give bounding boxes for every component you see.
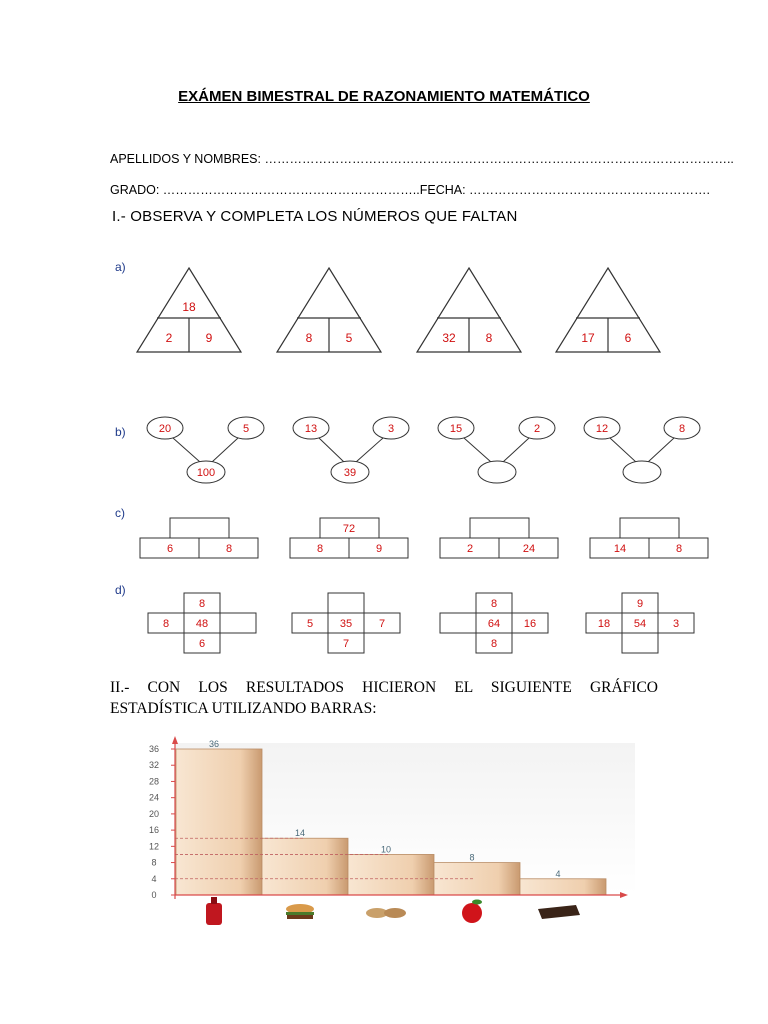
- cross-right-value: 16: [523, 618, 537, 630]
- triangle-left-value: 8: [305, 331, 313, 345]
- cross-left-value: 8: [162, 618, 170, 630]
- bar-data-label: 36: [208, 739, 220, 749]
- cross-bottom-box: [622, 633, 658, 653]
- cross-left-box: [440, 613, 476, 633]
- apple-icon: [462, 903, 482, 923]
- bar-data-label: 14: [294, 828, 306, 839]
- cross-center-value: 54: [633, 618, 647, 630]
- pyramid-right-value: 8: [225, 543, 233, 555]
- label-d: d): [115, 583, 126, 597]
- pyramid-left-value: 14: [613, 543, 627, 555]
- bar-hamburger-icon: [262, 838, 348, 895]
- connector-line: [212, 438, 238, 462]
- soda-icon-cap: [211, 897, 217, 904]
- pyramid-left-value: 2: [466, 543, 474, 555]
- apple-icon-leaf: [472, 900, 482, 905]
- cross-right-value: 3: [672, 618, 680, 630]
- names-field[interactable]: APELLIDOS Y NOMBRES: …………………………………………………………………………………………………..: [110, 152, 734, 166]
- chocolate-icon: [538, 905, 580, 919]
- triangle-right-value: 8: [485, 331, 493, 345]
- connector-line: [173, 438, 200, 462]
- label-b: b): [115, 425, 126, 439]
- cross-right-box: [220, 613, 256, 633]
- cookies-icon-second: [384, 908, 406, 918]
- hamburger-icon-lettuce: [286, 912, 314, 915]
- y-axis-arrow: [172, 736, 178, 744]
- y-tick-label: 36: [148, 744, 160, 754]
- circle-right-value: 2: [533, 423, 541, 435]
- cross-bottom-value: 7: [342, 638, 350, 650]
- triangle-right-value: 5: [345, 331, 353, 345]
- cross-top-value: 8: [198, 598, 206, 610]
- connector-line: [464, 438, 491, 462]
- circle-left-value: 12: [595, 423, 609, 435]
- bar-soda-icon: [176, 749, 262, 895]
- triangle-right-value: 9: [205, 331, 213, 345]
- circle-right-value: 5: [242, 423, 250, 435]
- circle-bottom: [623, 461, 661, 483]
- hamburger-icon-patty: [287, 915, 313, 919]
- y-tick-label: 4: [151, 873, 157, 884]
- cross-right-value: 7: [378, 618, 386, 630]
- pyramid-left-value: 8: [316, 543, 324, 555]
- bar-chart: [130, 735, 640, 935]
- connector-line: [648, 438, 674, 462]
- y-tick-label: 28: [148, 776, 160, 787]
- bar-chocolate-icon: [520, 879, 606, 895]
- cross-left-value: 5: [306, 618, 314, 630]
- y-tick-label: 16: [148, 825, 160, 836]
- label-c: c): [115, 506, 125, 520]
- cross-center-value: 48: [195, 618, 209, 630]
- y-tick-label: 32: [148, 760, 160, 771]
- soda-icon: [206, 903, 222, 925]
- pyramid-left-value: 6: [166, 543, 174, 555]
- cross-top-value: 8: [490, 598, 498, 610]
- bar-cookies-icon: [348, 854, 434, 895]
- exam-title: EXÁMEN BIMESTRAL DE RAZONAMIENTO MATEMÁTICO: [178, 88, 590, 105]
- pyramid-top-box: [620, 518, 679, 538]
- y-tick-label: 12: [148, 841, 160, 852]
- pyramid-right-value: 9: [375, 543, 383, 555]
- triangle-right-value: 6: [624, 331, 632, 345]
- pyramid-right-value: 24: [522, 543, 536, 555]
- section2-line2: ESTADÍSTICA UTILIZANDO BARRAS:: [110, 700, 377, 717]
- label-a: a): [115, 260, 126, 274]
- circle-left-value: 20: [158, 423, 172, 435]
- cross-top-value: 9: [636, 598, 644, 610]
- connector-line: [356, 438, 383, 462]
- pyramid-top-box: [170, 518, 229, 538]
- cross-bottom-value: 6: [198, 638, 206, 650]
- cross-center-value: 35: [339, 618, 353, 630]
- circle-left-value: 13: [304, 423, 318, 435]
- y-tick-label: 24: [148, 792, 160, 803]
- triangle-left-value: 17: [581, 331, 595, 345]
- connector-line: [610, 438, 636, 462]
- circle-right-value: 8: [678, 423, 686, 435]
- triangle-left-value: 32: [442, 331, 456, 345]
- bar-data-label: 8: [469, 852, 475, 863]
- pyramid-right-value: 8: [675, 543, 683, 555]
- cross-top-box: [328, 593, 364, 613]
- section1-heading: I.- OBSERVA Y COMPLETA LOS NÚMEROS QUE FALTAN: [112, 208, 518, 225]
- pyramid-top-box: [470, 518, 529, 538]
- triangle-top-value: 18: [182, 300, 196, 314]
- circle-left-value: 15: [449, 423, 463, 435]
- bar-data-label: 4: [555, 868, 561, 879]
- circle-bottom-value: 39: [343, 467, 357, 479]
- y-tick-label: 8: [151, 857, 157, 868]
- circle-bottom: [478, 461, 516, 483]
- y-tick-label: 0: [151, 890, 157, 900]
- bar-data-label: 10: [380, 844, 392, 855]
- circle-right-value: 3: [387, 423, 395, 435]
- cross-left-value: 18: [597, 618, 611, 630]
- section2-line1: II.- CON LOS RESULTADOS HICIERON EL SIGUIENTE GRÁFICO: [110, 679, 658, 696]
- connector-line: [503, 438, 529, 462]
- triangle-left-value: 2: [165, 331, 173, 345]
- circle-bottom-value: 100: [196, 467, 216, 479]
- grade-date-field[interactable]: GRADO: ……………………………………………………..FECHA: ………………………………………………….: [110, 183, 711, 197]
- cross-center-value: 64: [487, 618, 501, 630]
- connector-line: [319, 438, 344, 462]
- y-tick-label: 20: [148, 808, 160, 819]
- pyramid-top-value: 72: [342, 523, 356, 535]
- cross-bottom-value: 8: [490, 638, 498, 650]
